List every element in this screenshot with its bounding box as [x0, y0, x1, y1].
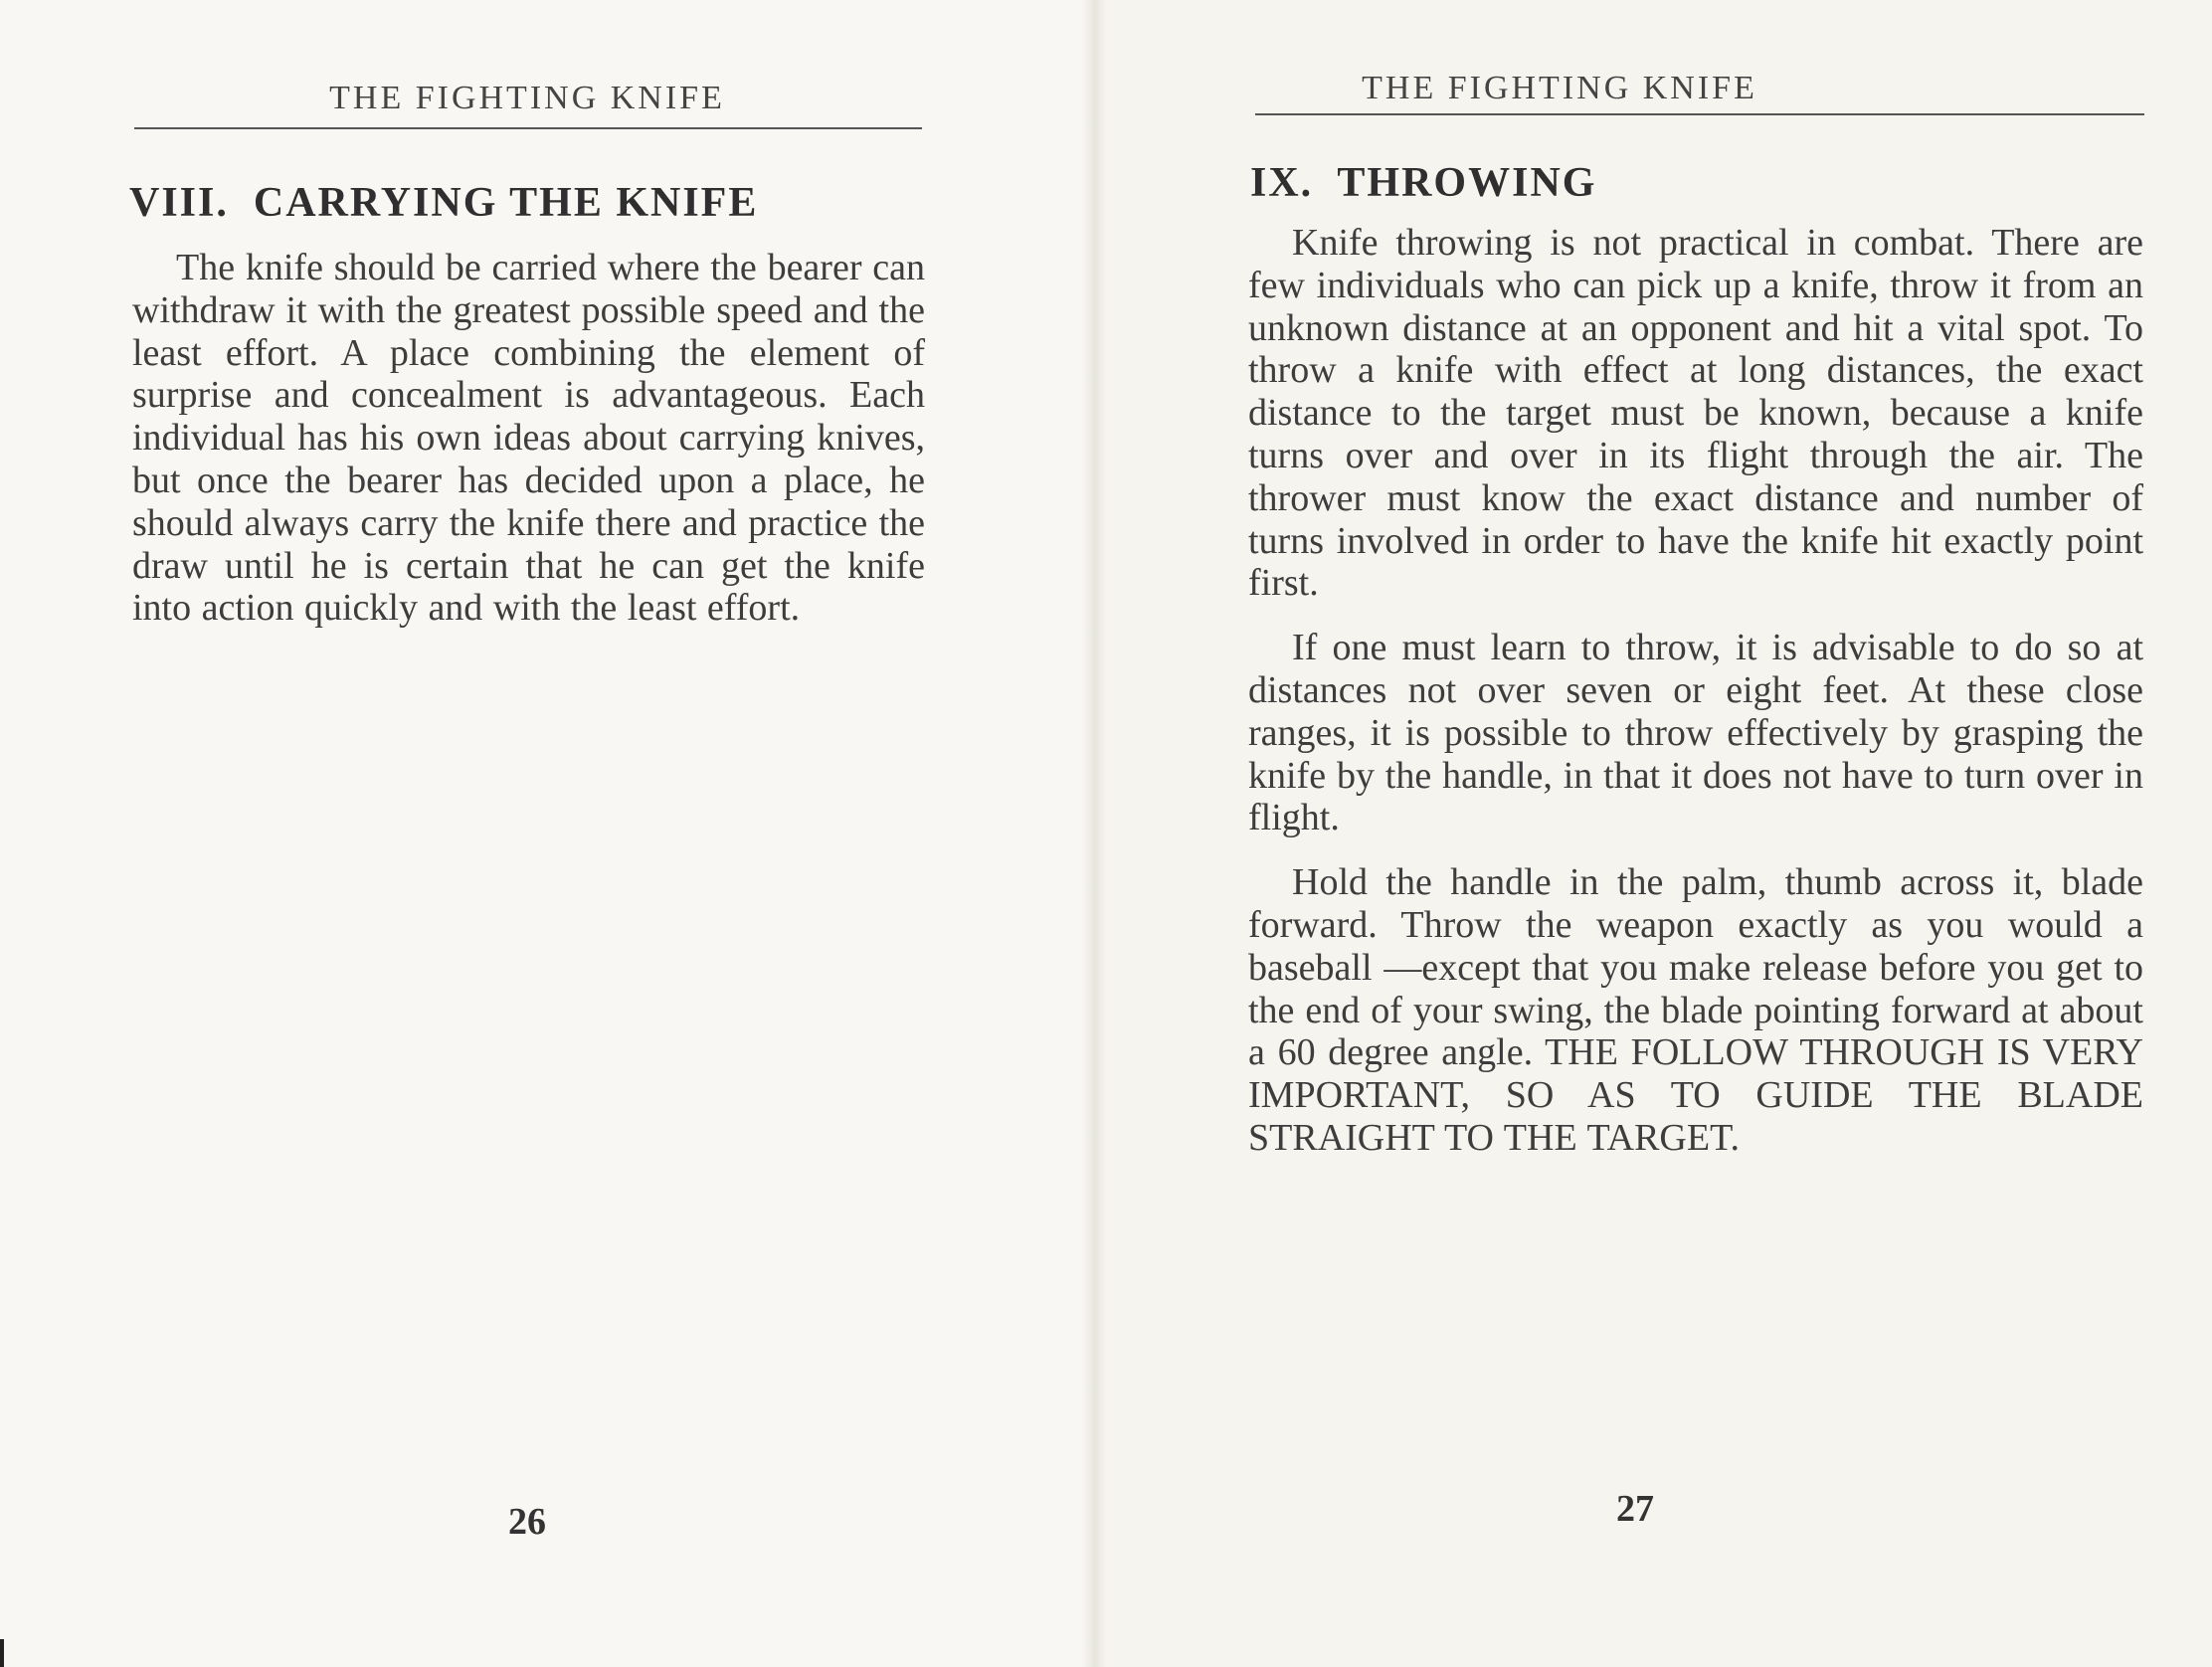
running-head: THE FIGHTING KNIFE	[329, 80, 725, 116]
book-gutter	[1082, 0, 1106, 1667]
paragraph: If one must learn to throw, it is advisable to do so at distances not over seven or eight feet. At these close ranges, it is possible to throw effectively by grasping the knife by the handle, in that it does not have to turn over in flight.	[1248, 627, 2143, 839]
paragraph: Knife throwing is not practical in combat. There are few individuals who can pick up a knife, throw it from an unknown distance at an opponent and hit a vital spot. To throw a knife with effect at long distances, the exact distance to the target must be known, because a knife turns over and over in its flight through the air. The thrower must know the exact distance and number of turns involved in order to have the knife hit exactly point first.	[1248, 222, 2143, 605]
scan-edge-mark	[0, 1639, 4, 1667]
chapter-title: IX. THROWING	[1250, 160, 1597, 206]
left-page	[0, 0, 1094, 1667]
header-rule	[134, 127, 922, 129]
chapter-title: VIII. CARRYING THE KNIFE	[129, 180, 759, 226]
running-head: THE FIGHTING KNIFE	[1362, 70, 1757, 106]
page-number: 26	[508, 1501, 546, 1543]
header-rule	[1255, 113, 2144, 115]
paragraph: Hold the handle in the palm, thumb across it, blade forward. Throw the weapon exactly as you would a baseball —except that you make release before you get to the end of your swing, the blade pointing forward at about a 60 degree angle. THE FOLLOW THROUGH IS VERY IMPORTANT, SO AS TO GUIDE THE BLADE STRAIGHT TO THE TARGET.	[1248, 861, 2143, 1159]
page-body	[132, 247, 925, 651]
page-number: 27	[1616, 1488, 1654, 1530]
paragraph: The knife should be carried where the bearer can withdraw it with the greatest possible speed and the least effort. A place combining the element of surprise and concealment is advantageous. Each individual has his own ideas about carrying knives, but once the bearer has decided upon a place, he should always carry the knife there and practice the draw until he is certain that he can get the knife into action quickly and with the least effort.	[132, 247, 925, 630]
right-page	[1094, 0, 2212, 1667]
page-body	[1248, 222, 2143, 1182]
